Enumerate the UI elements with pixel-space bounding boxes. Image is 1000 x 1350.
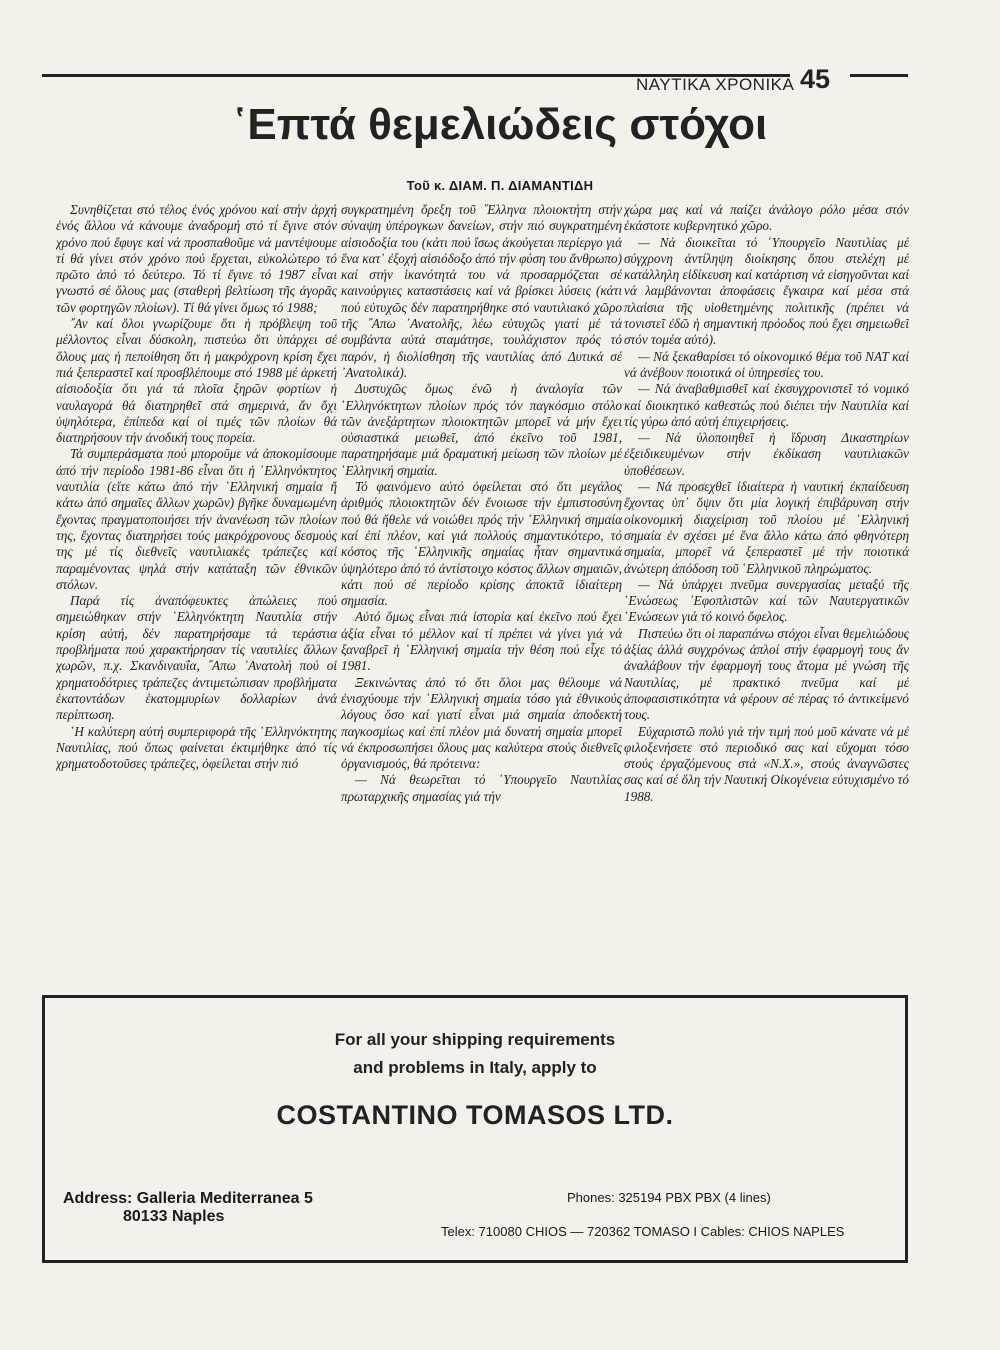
article-column-2 — [341, 202, 622, 1012]
paragraph: — Νά ἀναβαθμισθεῖ καί ἐκσυγχρονιστεῖ τό νομικό καί διοικητικό καθεστώς πού διέπει τήν Ναυτιλία καί τίς γύρω ἀπό αὐτή ἐπιχειρήσεις. — [624, 381, 909, 429]
paragraph: — Νά ὑλοποιηθεῖ ἡ ἵδρυση Δικαστηρίων ἐξειδικευμένων στήν ἐκδίκαση ναυτιλιακῶν ὑποθέσεων. — [624, 430, 909, 478]
article-column-1 — [56, 202, 337, 1012]
ad-company-name: COSTANTINO TOMASOS LTD. — [276, 1100, 674, 1130]
paragraph: — Νά θεωρεῖται τό ῾Υπουργεῖο Ναυτιλίας πρωταρχικῆς σημασίας γιά τήν — [341, 772, 622, 804]
article-title: ῾Επτά θεμελιώδεις στόχοι — [232, 100, 768, 149]
paragraph: Τό φαινόμενο αὐτό ὀφείλεται στό ὅτι μεγάλος ἀριθμός πλοιοκτητῶν δέν ἔνοιωσε τήν ἐμπιστοσύνη πού θά ἤθελε νά νοιώθει πρός τήν ῾Ελληνική σημαία καί ἐπί πλέον, καί γιά πολλούς σημαντικότερο, τό κόστος τῆς ῾Ελληνικῆς σημαίας ἦταν σημαντικά ὑψηλότερο ἀπό τό ἀντίστοιχο κόστος ἄλλων σημαιῶν, κάτι πού σέ περίοδο κρίσης ἀποκτᾶ ἰδιαίτερη σημασία. — [341, 479, 622, 609]
paragraph: — Νά προσεχθεῖ ἰδιαίτερα ἡ ναυτική ἐκπαίδευση ἔχοντας ὑπ᾿ ὄψιν ὅτι μία λογική ἐπιβάρυνση στήν οἰκονομική διαχείριση τοῦ πλοίου μέ ῾Ελληνική σημαία ἐν σχέσει μέ ἕνα ἄλλο κάτω ἀπό φθηνότερη σημαία, μπορεῖ νά ξεπεραστεῖ μέ τήν ποιοτικά ἀνώτερη ἀπόδοση τοῦ ῾Ελληνικοῦ πληρώματος. — [624, 479, 909, 576]
paragraph: ῾Η καλύτερη αὐτή συμπεριφορά τῆς ῾Ελληνόκτητης Ναυτιλίας, πού ὅπως φαίνεται ἐκτιμήθηκε ἀπό τίς χρηματοδοτοῦσες τράπεζες, ὀφείλεται στήν πιό — [56, 723, 337, 772]
paragraph: Συνηθίζεται στό τέλος ἑνός χρόνου καί στήν ἀρχή ἑνός ἄλλου νά κάνουμε ἀναδρομή στό τί ἔγινε στόν χρόνο πού ἔφυγε καί νά προσπαθοῦμε νά μαντέψουμε τί θά γίνει στόν χρόνο πού ἔρχεται, εὐκολώτερο τό πρῶτο ἀπό τό δεύτερο. Τό τί ἔγινε τό 1987 εἶναι γνωστό σέ ὅλους μας (σταθερή βελτίωση τῆς ἀγορᾶς τῶν φορτηγῶν πλοίων). Τί θά γίνει ὅμως τό 1988; — [56, 202, 337, 315]
paragraph: — Νά ξεκαθαρίσει τό οἰκονομικό θέμα τοῦ ΝΑΤ καί νά ἀνέβουν ποιοτικά οἱ ὑπηρεσίες του. — [624, 348, 909, 380]
ad-phones: Phones: 325194 PBX PBX (4 lines) — [567, 1190, 771, 1205]
paragraph: Ξεκινώντας ἀπό τό ὅτι ὅλοι μας θέλουμε νά ἐνισχύουμε τήν ῾Ελληνική σημαία τόσο γιά ἐθνικούς λόγους ὅσο καί γιατί εἶναι μιά σημαία ἀποδεκτή παγκοσμίως καί ἐπί πλέον μιά δυνατή σημαία μπορεῖ νά ἐκπροσωπήσει ὅλους μας καλύτερα στούς διεθνεῖς ὀργανισμούς, θά πρότεινα: — [341, 674, 622, 772]
header-rule-right — [850, 74, 908, 77]
running-head: ΝΑΥΤΙΚΑ ΧΡΟΝΙΚΑ — [636, 75, 795, 94]
article-column-3 — [624, 202, 909, 1012]
paragraph: συγκρατημένη ὄρεξη τοῦ ῞Ελληνα πλοιοκτήτη στήν σύναψη ὑπέρογκων δανείων, στήν πιό συγκρατημένη αἰσιοδοξία του (κάτι πού ἴσως ἀκούγεται περίεργο γιά ἕνα κατ᾿ ἐξοχή αἰσιόδοξο ἀπό τήν φύση του ἄνθρωπο) καί στήν ἱκανότητά του νά προσαρμόζεται σέ καινούργιες καταστάσεις καί νά βρίσκει λύσεις (κάτι πού εὐτυχῶς δέν παρατηρήθηκε στό ναυτιλιακό χῶρο τῆς ῎Απω ᾿Ανατολῆς, λέω εὐτυχῶς γιατί μέ τά συμβάντα αὐτά σταμάτησε, τουλάχιστον πρός τό παρόν, ἡ διολίσθηση τῆς ναυτιλίας ἀπό Δυτικά σέ ᾿Ανατολικά). — [341, 202, 622, 380]
paragraph: — Νά διοικεῖται τό ῾Υπουργεῖο Ναυτιλίας μέ σύγχρονη ἀντίληψη διοίκησης ὅπου στελέχη μέ κατάλληλη εἰδίκευση καί κατάρτιση νά εἰσηγοῦνται καί νά λαμβάνονται ἀποφάσεις ἔγκαιρα καί μέσα στά πλαίσια τῆς υἱοθετημένης πολιτικῆς (πρέπει νά τονιστεῖ ἐδῶ ἡ σημαντική πρόοδος πού ἔχει σημειωθεῖ στόν τομέα αὐτό). — [624, 234, 909, 348]
ad-address: Address: Galleria Mediterranea 5 — [63, 1190, 313, 1207]
paragraph: χώρα μας καί νά παίζει ἀνάλογο ρόλο μέσα στόν ἑκάστοτε κυβερνητικό χῶρο. — [624, 202, 909, 234]
paragraph: Εὐχαριστῶ πολύ γιά τήν τιμή πού μοῦ κάνατε νά μέ φιλοξενήσετε στό περιοδικό σας καί εὔχομαι τόσο στούς ἐργαζόμενους στά «Ν.Χ.», στούς ἀναγνῶστες σας καί σέ ὅλη τήν Ναυτική Οἰκογένεια εὐτυχισμένο τό 1988. — [624, 723, 909, 804]
paragraph: — Νά ὑπάρχει πνεῦμα συνεργασίας μεταξύ τῆς ῾Ενώσεως ᾿Εφοπλιστῶν καί τῶν Ναυτεργατικῶν ῾Ενώσεων γιά τό κοινό ὄφελος. — [624, 576, 909, 625]
article-byline: Τοῦ κ. ΔΙΑΜ. Π. ΔΙΑΜΑΝΤΙΔΗ — [406, 178, 594, 193]
advertisement-box — [42, 995, 908, 1263]
ad-telex-cables: Telex: 710080 CHIOS — 720362 TOMASO I Cables: CHIOS NAPLES — [441, 1224, 845, 1239]
ad-headline-line-2: and problems in Italy, apply to — [353, 1058, 597, 1077]
paragraph: Πιστεύω ὅτι οἱ παραπάνω στόχοι εἶναι θεμελιώδους ἀξίας ἀλλά συγχρόνως ἁπλοί στήν ἐφαρμογή τους ἄν ἀναλάβουν τήν ἐφαρμογή τους ἄτομα μέ γνώση τῆς Ναυτιλίας, μέ πρακτικό πνεῦμα καί μέ ἀποφασιστικότητα νά φέρουν σέ πέρας τό ἀντικείμενό τους. — [624, 625, 909, 723]
paragraph: Αὐτό ὅμως εἶναι πιά ἱστορία καί ἐκεῖνο πού ἔχει ἀξία εἶναι τό μέλλον καί τί πρέπει νά γίνει γιά νά ξαναβρεῖ ἡ ῾Ελληνική σημαία τήν θέση πού εἶχε τό 1981. — [341, 609, 622, 674]
paragraph: ῎Αν καί ὅλοι γνωρίζουμε ὅτι ἡ πρόβλεψη τοῦ μέλλοντος εἶναι δύσκολη, πιστεύω ὅτι ὑπάρχει σέ ὅλους μας ἡ πεποίθηση ὅτι ἡ μακρόχρονη κρίση ἔχει πιά ξεπεραστεῖ καί προσβλέπουμε στό 1988 μέ ἀρκετή αἰσιοδοξία ὅτι γιά τά πλοῖα ξηρῶν φορτίων ἡ ναυλαγορά θά διατηρηθεῖ στά σημερινά, ἄν ὄχι ὑψηλότερα, ἐπίπεδα καί οἱ τιμές τῶν πλοίων θά διατηρήσουν τήν ἀνοδική τους πορεία. — [56, 316, 337, 446]
paragraph: Παρά τίς ἀναπόφευκτες ἀπώλειες πού σημειώθηκαν στήν ῾Ελληνόκτητη Ναυτιλία στήν κρίση αὐτή, δέν παρατηρήσαμε τά τεράστια προβλήματα πού χαρακτήρησαν τίς ναυτιλίες ἄλλων χωρῶν, π.χ. Σκανδιναυΐα, ῎Απω ᾿Ανατολή πού οἱ χρηματοδότριες τράπεζες ἀντιμετώπισαν προβλήματα ἑκατοντάδων ἑκατομμυρίων δολλαρίων ἀνά περίπτωση. — [56, 593, 337, 723]
paragraph: Τά συμπεράσματα πού μποροῦμε νά ἀποκομίσουμε ἀπό τήν περίοδο 1981-86 εἶναι ὅτι ἡ ῾Ελληνόκτητος ναυτιλία (εἴτε κάτω ἀπό τήν ῾Ελληνική σημαία ἤ κάτω ἀπό σημαῖες ἄλλων χωρῶν) βγῆκε δυναμωμένη ἔχοντας πραγματοποιήσει τήν ἀνανέωση τῶν πλοίων της, ἔχοντας διατηρήσει τούς μακρόχρονους δεσμούς της μέ τίς διεθνεῖς ναυτιλιακές τράπεζες καί παραμένοντας ψηλά στήν κατάταξη τῶν ἐθνικῶν στόλων. — [56, 446, 337, 592]
page-number: 45 — [800, 64, 831, 94]
paragraph: Δυστυχῶς ὅμως ἐνῶ ἡ ἀναλογία τῶν ῾Ελληνόκτητων πλοίων πρός τόν παγκόσμιο στόλο τῶν ἀνεξάρτητων πλοιοκτητῶν μπορεῖ νά μήν ἔχει οὐσιαστικά μειωθεῖ, ἀπό ἐκεῖνο τοῦ 1981, παρατηρήσαμε μιά δραματική μείωση τῶν πλοίων μέ ῾Ελληνική σημαία. — [341, 381, 622, 478]
ad-headline-line-1: For all your shipping requirements — [334, 1030, 616, 1049]
ad-city: 80133 Naples — [123, 1208, 225, 1225]
